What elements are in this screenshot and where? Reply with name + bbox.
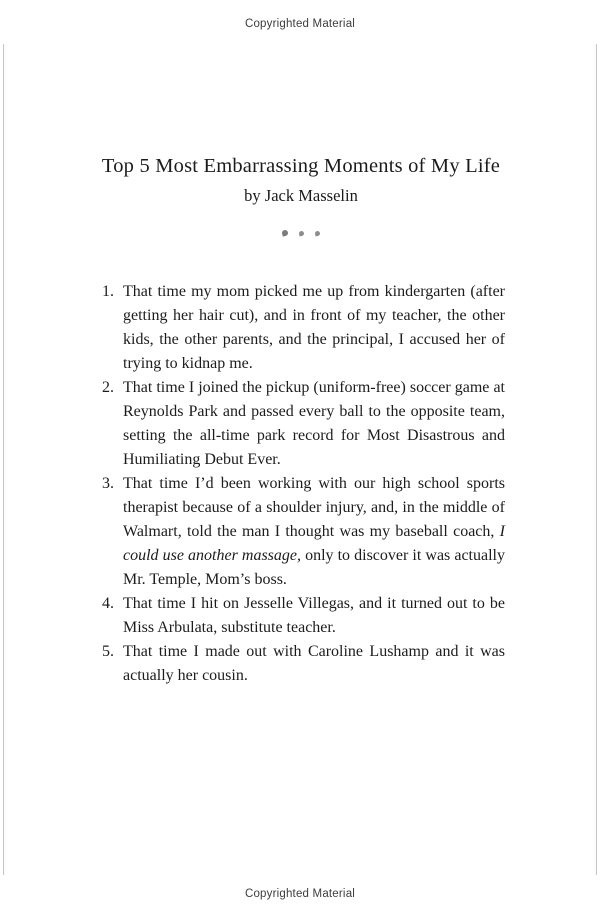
list-item-number: 2. — [102, 379, 114, 396]
copyright-notice-bottom: Copyrighted Material — [244, 888, 356, 900]
list-item-text: That time my mom picked me up from kindergarten (after getting her hair cut), and in front of my teacher, the other kids, the other parents, and the principal, I accused her of trying to kidnap me. — [123, 283, 505, 372]
list-item — [97, 376, 505, 472]
byline: by Jack Masselin — [244, 186, 358, 205]
list-item-text-post: only to discover it was actually Mr. Temple, Mom’s boss. — [123, 547, 505, 588]
embarrassing-moments-list — [97, 280, 505, 688]
ornament-dot-icon — [298, 230, 304, 236]
list-item — [97, 640, 505, 688]
list-item-number: 5. — [102, 643, 114, 660]
list-item-text-italic: I could use another massage, — [123, 523, 505, 564]
page-title: Top 5 Most Embarrassing Moments of My Life — [101, 155, 501, 177]
page-edge-right — [596, 44, 597, 875]
list-item — [97, 592, 505, 640]
list-item-text — [123, 472, 505, 592]
ornament-dot-icon — [281, 229, 288, 236]
list-item-text: That time I made out with Caroline Lushamp and it was actually her cousin. — [123, 643, 505, 684]
list-item-number: 3. — [102, 475, 114, 492]
list-item-text-pre: That time I’d been working with our high school sports therapist because of a shoulder injury, and, in the middle of Walmart, told the man I thought was my baseball coach, — [123, 475, 505, 540]
copyright-notice-top: Copyrighted Material — [244, 18, 356, 30]
section-break-ornament — [97, 229, 505, 237]
list-item — [97, 472, 505, 592]
list-item-number: 1. — [102, 283, 114, 300]
list-item-number: 4. — [102, 595, 114, 612]
list-item-text: That time I hit on Jesselle Villegas, and it turned out to be Miss Arbulata, substitute teacher. — [123, 595, 505, 636]
page-edge-left — [3, 44, 4, 875]
list-item-text: That time I joined the pickup (uniform-free) soccer game at Reynolds Park and passed every ball to the opposite team, setting the all-time park record for Most Disastrous and Humiliating Debut Ever. — [123, 379, 505, 468]
ornament-dot-icon — [314, 230, 320, 236]
page-content — [97, 0, 505, 688]
list-item — [97, 280, 505, 376]
